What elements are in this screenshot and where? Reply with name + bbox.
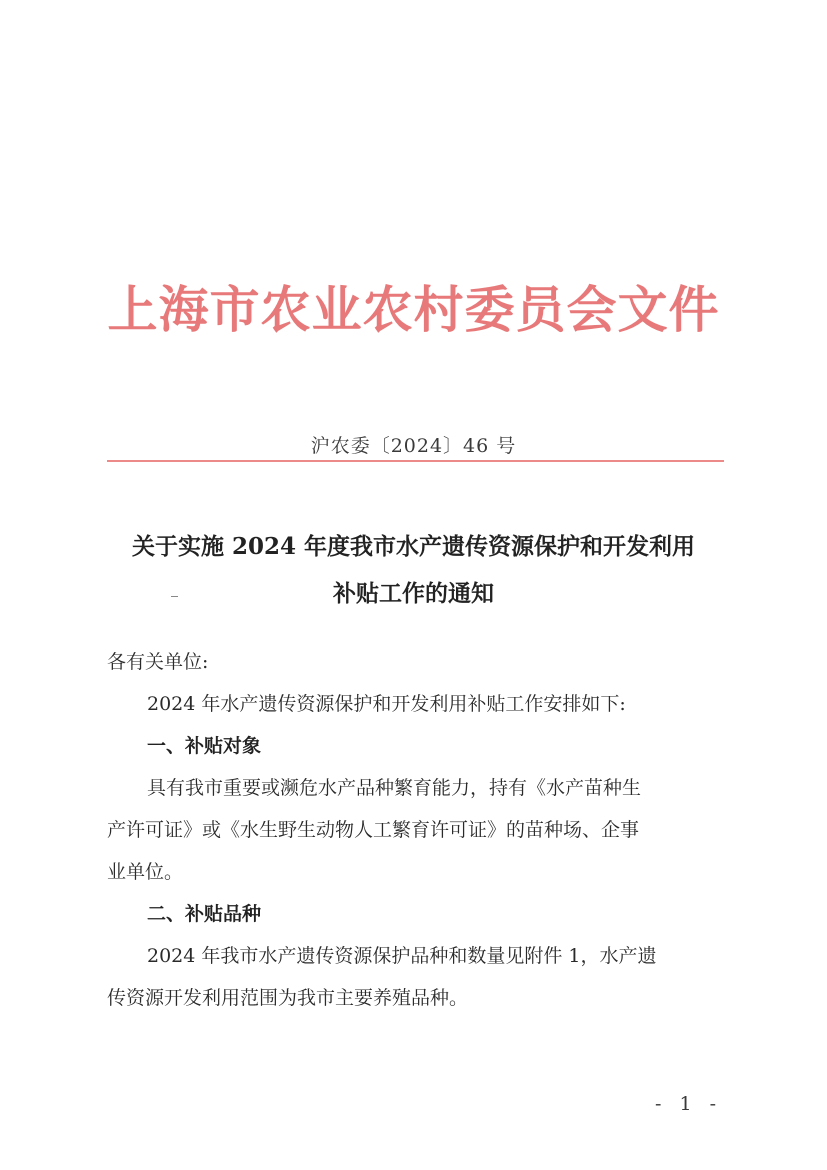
section-heading-subsidy-species: 二、补贴品种: [147, 903, 262, 925]
section1-paragraph-line-1: 具有我市重要或濒危水产品种繁育能力，持有《水产苗种生: [147, 777, 642, 799]
page-number: - 1 -: [654, 1093, 722, 1115]
notice-title-line-1: 关于实施 2024 年度我市水产遗传资源保护和开发利用: [131, 533, 696, 560]
section1-paragraph-line-2: 产许可证》或《水生野生动物人工繁育许可证》的苗种场、企事: [107, 819, 640, 841]
notice-title-line-2: 补贴工作的通知: [333, 580, 494, 607]
section2-paragraph-line-2: 传资源开发利用范围为我市主要养殖品种。: [107, 987, 469, 1009]
section2-paragraph-line-1: 2024 年我市水产遗传资源保护品种和数量见附件 1，水产遗: [147, 945, 657, 967]
salutation: 各有关单位:: [107, 651, 209, 673]
intro-paragraph: 2024 年水产遗传资源保护和开发利用补贴工作安排如下:: [147, 693, 626, 715]
section-heading-subsidy-target: 一、补贴对象: [147, 735, 262, 757]
section1-paragraph-line-3: 业单位。: [107, 861, 184, 883]
masthead-title: 上海市农业农村委员会文件: [107, 280, 720, 339]
document-number: 沪农委〔2024〕46 号: [310, 435, 517, 457]
red-divider-line: [107, 460, 724, 462]
